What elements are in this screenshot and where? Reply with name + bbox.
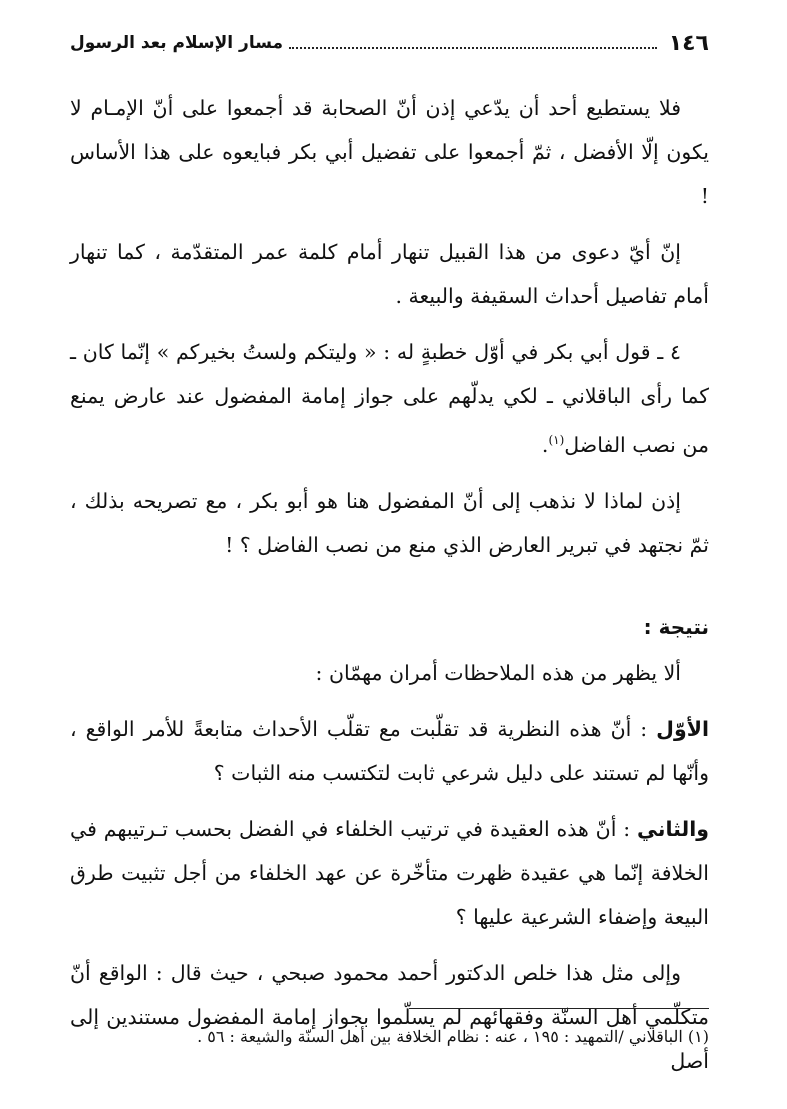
paragraph-3-text: ٤ ـ قول أبي بكر في أوّل خطبةٍ له : « وليتكم ولستُ بخيركم » إنّما كان ـ كما رأى الباقلاني ـ لكي يدلّهم على جواز إمامة المفضول عند عارض يمنع من نصب الفاضل (70, 340, 709, 457)
body-text (70, 86, 709, 1095)
paragraph-7-text: : أنّ هذه العقيدة في ترتيب الخلفاء في الفضل بحسب تـرتيبهم في الخلافة إنّما هي عقيدة ظهرت متأخّرة عن عهد الخلفاء من أجل تثبيت طرق البيعة وإضفاء الشرعية عليها ؟ (70, 816, 709, 929)
paragraph-8: وإلى مثل هذا خلص الدكتور أحمد محمود صبحي ، حيث قال : الواقع أنّ متكلّمي أهل السنّة وفقهائهم لم يسلّموا بجواز إمامة المفضول مستندين إلى أصل (70, 960, 709, 1073)
page-header (70, 26, 709, 60)
paragraph-4: إذن لماذا لا نذهب إلى أنّ المفضول هنا هو أبو بكر ، مع تصريحه بذلك ، ثمّ نجتهد في تبرير العارض الذي منع من نصب الفاضل ؟ ! (70, 488, 709, 557)
running-title: مسار الإسلام بعد الرسول (70, 33, 284, 53)
paragraph-5: ألا يظهر من هذه الملاحظات أمران مهمّان : (315, 660, 681, 685)
footnote: (١) الباقلاني /التمهيد : ١٩٥ ، عنه : نظام الخلافة بين أهل السنّة والشيعة : ٥٦ . (197, 1027, 709, 1046)
paragraph-2: إنّ أيّ دعوى من هذا القبيل تنهار أمام كلمة عمر المتقدّمة ، كما تنهار أمام تفاصيل أحداث السقيفة والبيعة . (70, 240, 709, 308)
paragraph-6-text: : أنّ هذه النظرية قد تقلّبت مع تقلّب الأحداث متابعةً للأمر الواقع ، وأنّها لم تستند على دليل شرعي ثابت لتكتسب منه الثبات ؟ (70, 716, 709, 785)
paragraph-1: فلا يستطيع أحد أن يدّعي إذن أنّ الصحابة قد أجمعوا على أنّ الإمـام لا يكون إلّا الأفضل ، ثمّ أجمعوا على تفضيل أبي بكر فبايعوه على هذا الأساس ! (70, 96, 709, 208)
paragraph-7 (70, 807, 709, 939)
paragraph-3-end: . (541, 432, 549, 457)
paragraph-3 (70, 330, 709, 467)
paragraph-7-lead: والثاني (637, 816, 709, 841)
footnote-divider (409, 1008, 709, 1009)
page-number: ١٤٦ (668, 30, 709, 56)
header-dot-leader (289, 47, 657, 49)
footnote-reference: (١) (548, 433, 565, 447)
section-heading-result: نتيجة : (643, 614, 709, 639)
paragraph-6-lead: الأوّل (656, 716, 709, 741)
paragraph-6 (70, 707, 709, 795)
